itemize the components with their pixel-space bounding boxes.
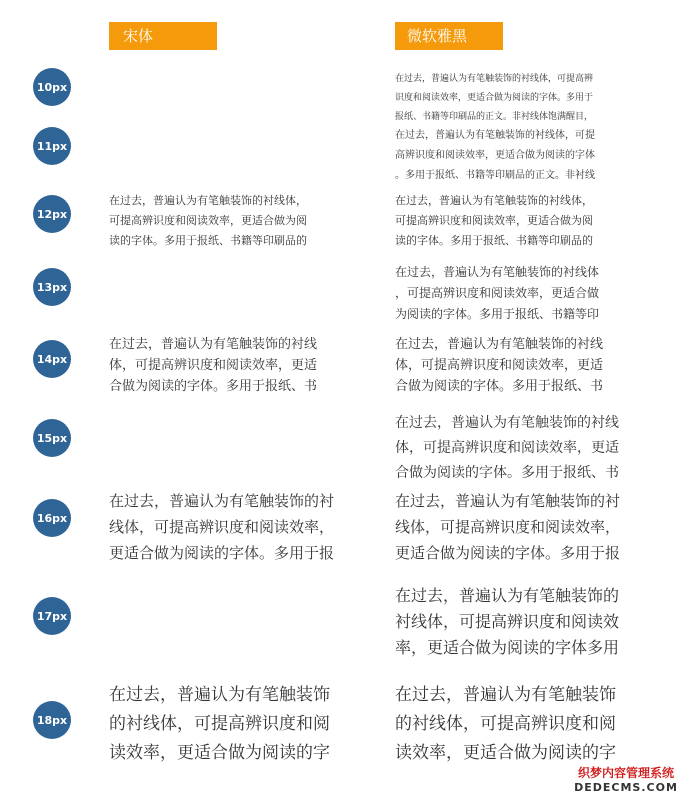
- header-yahei: 微软雅黑: [395, 22, 503, 50]
- songti-sample-16px: [109, 488, 359, 566]
- sample-line: 合做为阅读的字体。多用于报纸、书: [395, 379, 604, 394]
- watermark-logo: [556, 764, 696, 794]
- sample-line: 。多用于报纸、书籍等印刷品的正文。非衬线: [395, 170, 595, 181]
- sample-line: 体，可提高辨识度和阅读效率，更适: [395, 358, 604, 373]
- songti-sample-18px: [109, 681, 359, 768]
- sample-line: 在过去，普遍认为有笔触装饰的衬线: [395, 337, 604, 352]
- watermark-en: DEDECMS.COM: [574, 781, 678, 794]
- size-badge-14px: 14px: [33, 340, 71, 378]
- sample-line: 在过去，普遍认为有笔触装饰的衬线体，可提高辨: [395, 74, 594, 84]
- yahei-sample-14px: [395, 334, 645, 397]
- sample-line: 识度和阅读效率，更适合做为阅读的字体。多用于: [395, 93, 594, 103]
- size-badge-15px: 15px: [33, 419, 71, 457]
- size-badge-16px: 16px: [33, 499, 71, 537]
- sample-line: 更适合做为阅读的字体。多用于报: [395, 544, 621, 562]
- size-badge-10px: 10px: [33, 68, 71, 106]
- songti-sample-14px: [109, 334, 359, 397]
- yahei-sample-11px: [395, 126, 645, 186]
- sample-line: 在过去，普遍认为有笔触装饰的衬: [395, 492, 621, 510]
- sample-line: 在过去，普遍认为有笔触装饰: [109, 685, 330, 705]
- yahei-sample-15px: [395, 411, 645, 486]
- sample-line: 在过去，普遍认为有笔触装饰的衬: [109, 492, 335, 510]
- sample-line: ，可提高辨识度和阅读效率，更适合做: [395, 286, 600, 300]
- yahei-sample-12px: [395, 191, 645, 251]
- yahei-sample-18px: [395, 681, 645, 768]
- sample-line: 为阅读的字体。多用于报纸、书籍等印: [395, 307, 600, 321]
- sample-line: 在过去，普遍认为有笔触装饰的衬线: [395, 415, 619, 431]
- sample-line: 在过去，普遍认为有笔触装饰: [395, 685, 616, 705]
- sample-line: 率，更适合做为阅读的字体多用: [395, 638, 620, 657]
- sample-line: 合做为阅读的字体。多用于报纸、书: [109, 379, 318, 394]
- sample-line: 在过去，普遍认为有笔触装饰的衬线: [109, 337, 318, 352]
- sample-line: 体，可提高辨识度和阅读效率，更适: [109, 358, 318, 373]
- sample-line: 体，可提高辨识度和阅读效率，更适: [395, 440, 619, 456]
- watermark-cn: 织梦内容管理系统: [577, 766, 674, 780]
- sample-line: 更适合做为阅读的字体。多用于报: [109, 544, 335, 562]
- sample-line: 在过去，普遍认为有笔触装饰的: [395, 586, 620, 605]
- sample-line: 可提高辨识度和阅读效率，更适合做为阅: [109, 214, 307, 227]
- size-badge-13px: 13px: [33, 268, 71, 306]
- sample-line: 的衬线体，可提高辨识度和阅: [109, 714, 330, 734]
- size-badge-12px: 12px: [33, 195, 71, 233]
- sample-line: 报纸、书籍等印刷品的正文。非衬线体饱满醒目，: [395, 112, 594, 122]
- yahei-sample-17px: [395, 583, 645, 661]
- sample-line: 线体，可提高辨识度和阅读效率，: [395, 518, 621, 536]
- sample-line: 在过去，普遍认为有笔触装饰的衬线体: [395, 265, 600, 279]
- songti-sample-12px: [109, 191, 359, 251]
- yahei-sample-10px: [395, 70, 645, 127]
- size-badge-18px: 18px: [33, 701, 71, 739]
- sample-line: 线体，可提高辨识度和阅读效率，: [109, 518, 335, 536]
- sample-line: 可提高辨识度和阅读效率，更适合做为阅: [395, 214, 593, 227]
- sample-line: 读效率，更适合做为阅读的字: [109, 743, 330, 763]
- sample-line: 读效率，更适合做为阅读的字: [395, 743, 616, 763]
- sample-line: 读的字体。多用于报纸、书籍等印刷品的: [109, 234, 307, 247]
- size-badge-17px: 17px: [33, 597, 71, 635]
- yahei-sample-13px: [395, 262, 645, 325]
- sample-line: 在过去，普遍认为有笔触装饰的衬线体，: [395, 194, 593, 207]
- header-songti: 宋体: [109, 22, 217, 50]
- sample-line: 的衬线体，可提高辨识度和阅: [395, 714, 616, 734]
- size-badge-11px: 11px: [33, 127, 71, 165]
- sample-line: 衬线体，可提高辨识度和阅读效: [395, 612, 620, 631]
- sample-line: 在过去，普遍认为有笔触装饰的衬线体，可提: [395, 130, 595, 141]
- yahei-sample-16px: [395, 488, 645, 566]
- sample-line: 在过去，普遍认为有笔触装饰的衬线体，: [109, 194, 307, 207]
- sample-line: 读的字体。多用于报纸、书籍等印刷品的: [395, 234, 593, 247]
- sample-line: 高辨识度和阅读效率，更适合做为阅读的字体: [395, 150, 595, 161]
- sample-line: 合做为阅读的字体。多用于报纸、书: [395, 465, 619, 481]
